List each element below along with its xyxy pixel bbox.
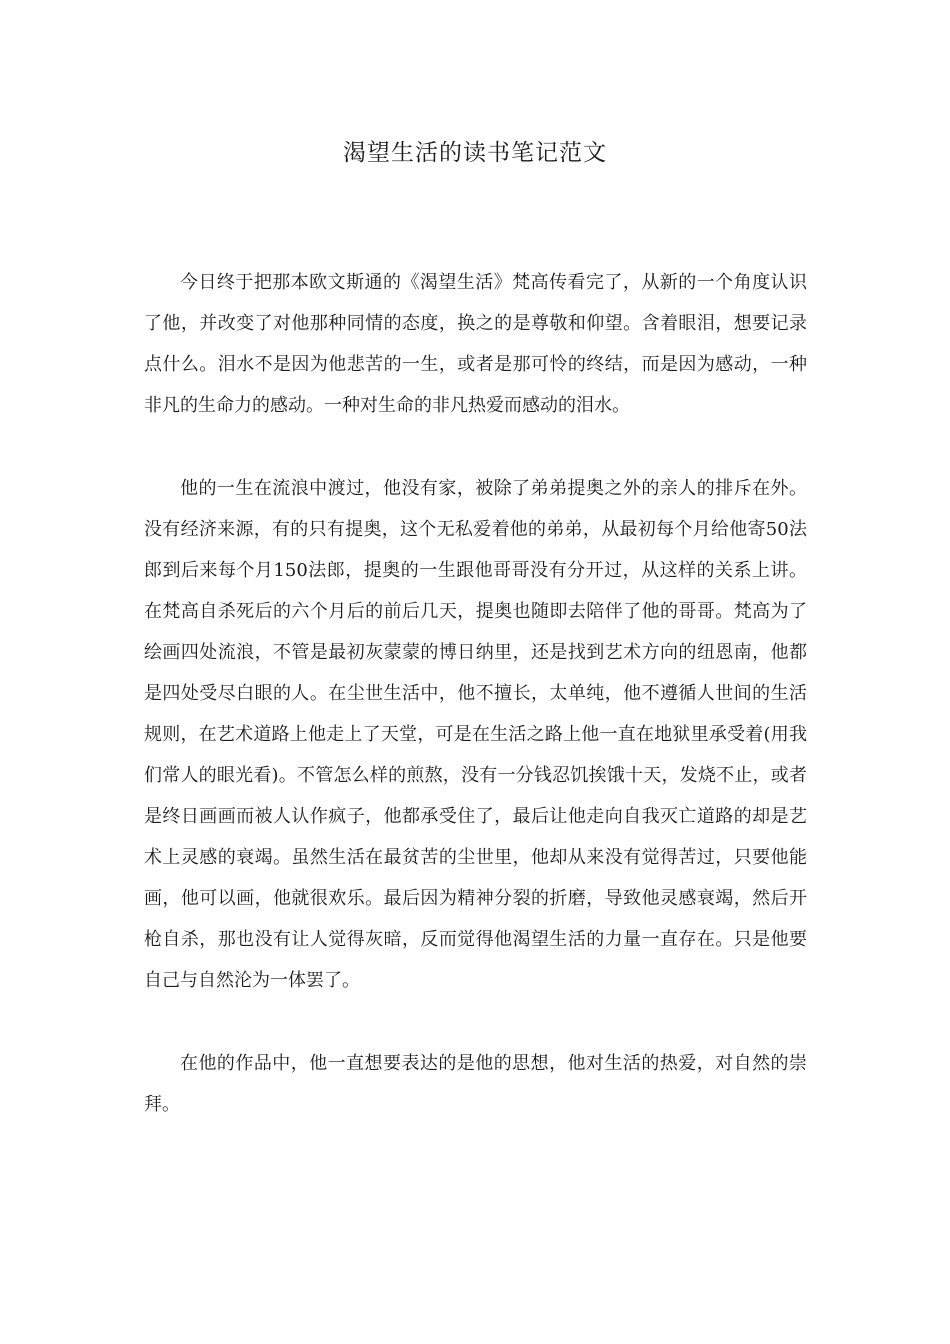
paragraph-3: 在他的作品中，他一直想要表达的是他的思想，他对生活的热爱，对自然的崇拜。 (144, 1053, 807, 1115)
document-body (144, 262, 807, 1167)
paragraph-1: 今日终于把那本欧文斯通的《渴望生活》梵高传看完了，从新的一个角度认识了他，并改变了对他那种同情的态度，换之的是尊敬和仰望。含着眼泪，想要记录点什么。泪水不是因为他悲苦的一生，或者是那可怜的终结，而是因为感动，一种非凡的生命力的感动。一种对生命的非凡热爱而感动的泪水。 (144, 272, 807, 416)
paragraph-2: 他的一生在流浪中渡过，他没有家，被除了弟弟提奥之外的亲人的排斥在外。没有经济来源，有的只有提奥，这个无私爱着他的弟弟，从最初每个月给他寄50法郎到后来每个月150法郎，提奥的一生跟他哥哥没有分开过，从这样的关系上讲。在梵高自杀死后的六个月后的前后几天，提奥也随即去陪伴了他的哥哥。梵高为了绘画四处流浪，不管是最初灰蒙蒙的博日纳里，还是找到艺术方向的纽恩南，他都是四处受尽白眼的人。在尘世生活中，他不擅长，太单纯，他不遵循人世间的生活规则，在艺术道路上他走上了天堂，可是在生活之路上他一直在地狱里承受着(用我们常人的眼光看)。不管怎么样的煎熬，没有一分钱忍饥挨饿十天，发烧不止，或者是终日画画而被人认作疯子，他都承受住了，最后让他走向自我灭亡道路的却是艺术上灵感的衰竭。虽然生活在最贫苦的尘世里，他却从来没有觉得苦过，只要他能画，他可以画，他就很欢乐。最后因为精神分裂的折磨，导致他灵感衰竭，然后开枪自杀，那也没有让人觉得灰暗，反而觉得他渴望生活的力量一直存在。只是他要自己与自然沦为一体罢了。 (144, 478, 807, 991)
document-title: 渴望生活的读书笔记范文 (343, 140, 607, 166)
